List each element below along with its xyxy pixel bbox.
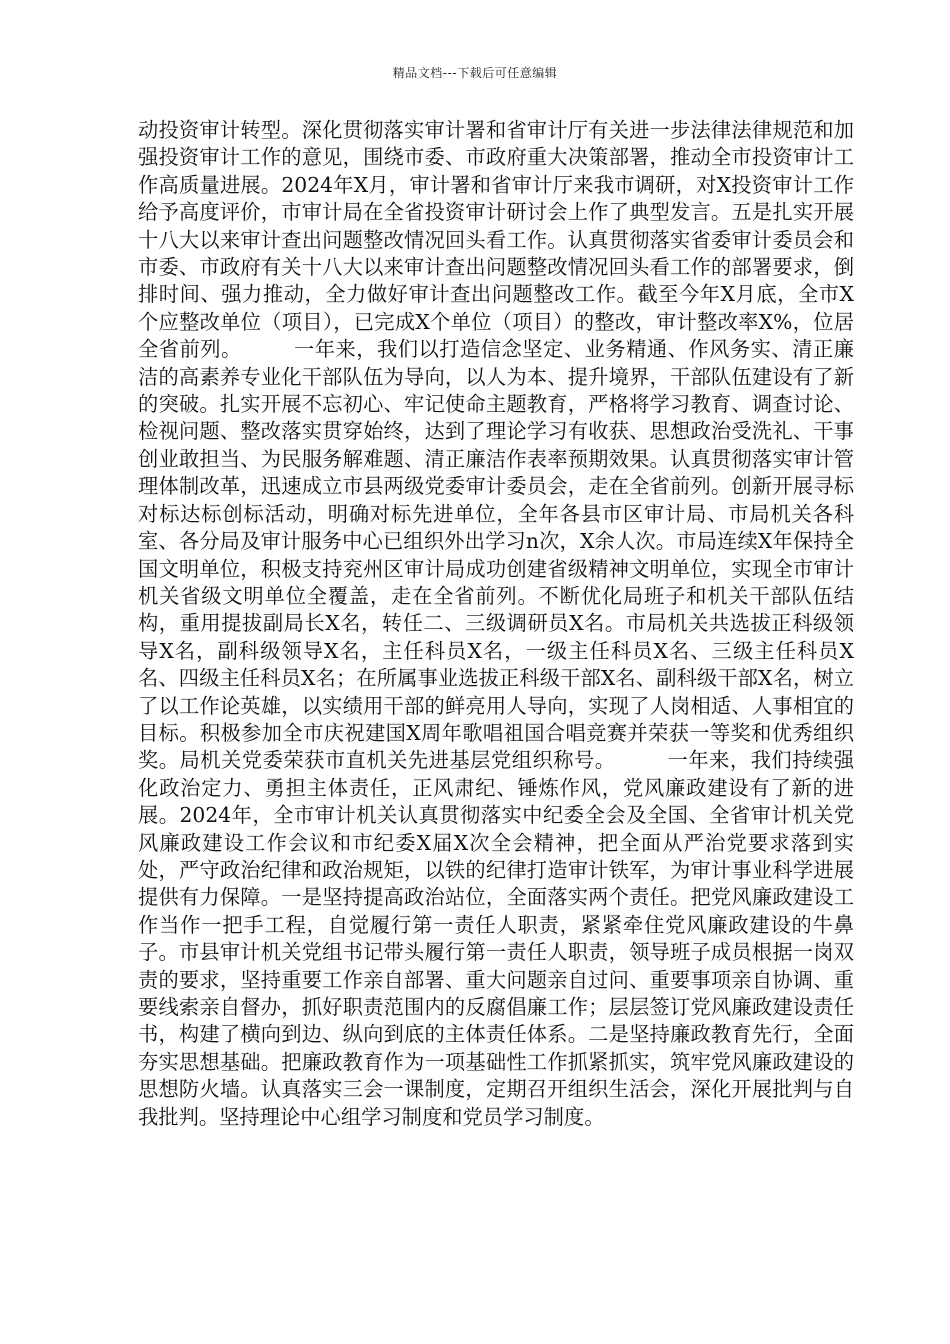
page-header-watermark: 精品文档---下载后可任意编辑 xyxy=(392,66,558,80)
document-body xyxy=(138,117,854,1131)
body-paragraph: 动投资审计转型。深化贯彻落实审计署和省审计厅有关进一步法律法律规范和加强投资审计工作的意见，围绕市委、市政府重大决策部署，推动全市投资审计工作高质量进展。2024年X月，审计署和省审计厅来我市调研，对X投资审计工作给予高度评价，市审计局在全省投资审计研讨会上作了典型发言。五是扎实开展十八大以来审计查出问题整改情况回头看工作。认真贯彻落实省委审计委员会和市委、市政府有关十八大以来审计查出问题整改情况回头看工作的部署要求，倒排时间、强力推动，全力做好审计查出问题整改工作。截至今年X月底，全市X个应整改单位（项目），已完成X个单位（项目）的整改，审计整改率X%，位居全省前列。 一年来，我们以打造信念坚定、业务精通、作风务实、清正廉洁的高素养专业化干部队伍为导向，以人为本、提升境界，干部队伍建设有了新的突破。扎实开展不忘初心、牢记使命主题教育，严格将学习教育、调查讨论、检视问题、整改落实贯穿始终，达到了理论学习有收获、思想政治受洗礼、干事创业敢担当、为民服务解难题、清正廉洁作表率预期效果。认真贯彻落实审计管理体制改革，迅速成立市县两级党委审计委员会，走在全省前列。创新开展寻标对标达标创标活动，明确对标先进单位，全年各县市区审计局、市局机关各科室、各分局及审计服务中心已组织外出学习n次，X余人次。市局连续X年保持全国文明单位，积极支持兖州区审计局成功创建省级精神文明单位，实现全市审计机关省级文明单位全覆盖，走在全省前列。不断优化局班子和机关干部队伍结构，重用提拔副局长X名，转任二、三级调研员X名。市局机关共选拔正科级领导X名，副科级领导X名，主任科员X名，一级主任科员X名、三级主任科员X名、四级主任科员X名；在所属事业选拔正科级干部X名、副科级干部X名，树立了以工作论英雄，以实绩用干部的鲜亮用人导向，实现了人岗相适、人事相宜的目标。积极参加全市庆祝建国X周年歌唱祖国合唱竞赛并荣获一等奖和优秀组织奖。局机关党委荣获市直机关先进基层党组织称号。 一年来，我们持续强化政治定力、勇担主体责任，正风肃纪、锤炼作风，党风廉政建设有了新的进展。2024年，全市审计机关认真贯彻落实中纪委全会及全国、全省审计机关党风廉政建设工作会议和市纪委X届X次全会精神，把全面从严治党要求落到实处，严守政治纪律和政治规矩，以铁的纪律打造审计铁军，为审计事业科学进展提供有力保障。一是坚持提高政治站位，全面落实两个责任。把党风廉政建设工作当作一把手工程，自觉履行第一责任人职责，紧紧牵住党风廉政建设的牛鼻子。市县审计机关党组书记带头履行第一责任人职责，领导班子成员根据一岗双责的要求，坚持重要工作亲自部署、重大问题亲自过问、重要事项亲自协调、重要线索亲自督办，抓好职责范围内的反腐倡廉工作；层层签订党风廉政建设责任书，构建了横向到边、纵向到底的主体责任体系。二是坚持廉政教育先行，全面夯实思想基础。把廉政教育作为一项基础性工作抓紧抓实，筑牢党风廉政建设的思想防火墙。认真落实三会一课制度，定期召开组织生活会，深化开展批判与自我批判。坚持理论中心组学习制度和党员学习制度。 xyxy=(138,118,854,1129)
